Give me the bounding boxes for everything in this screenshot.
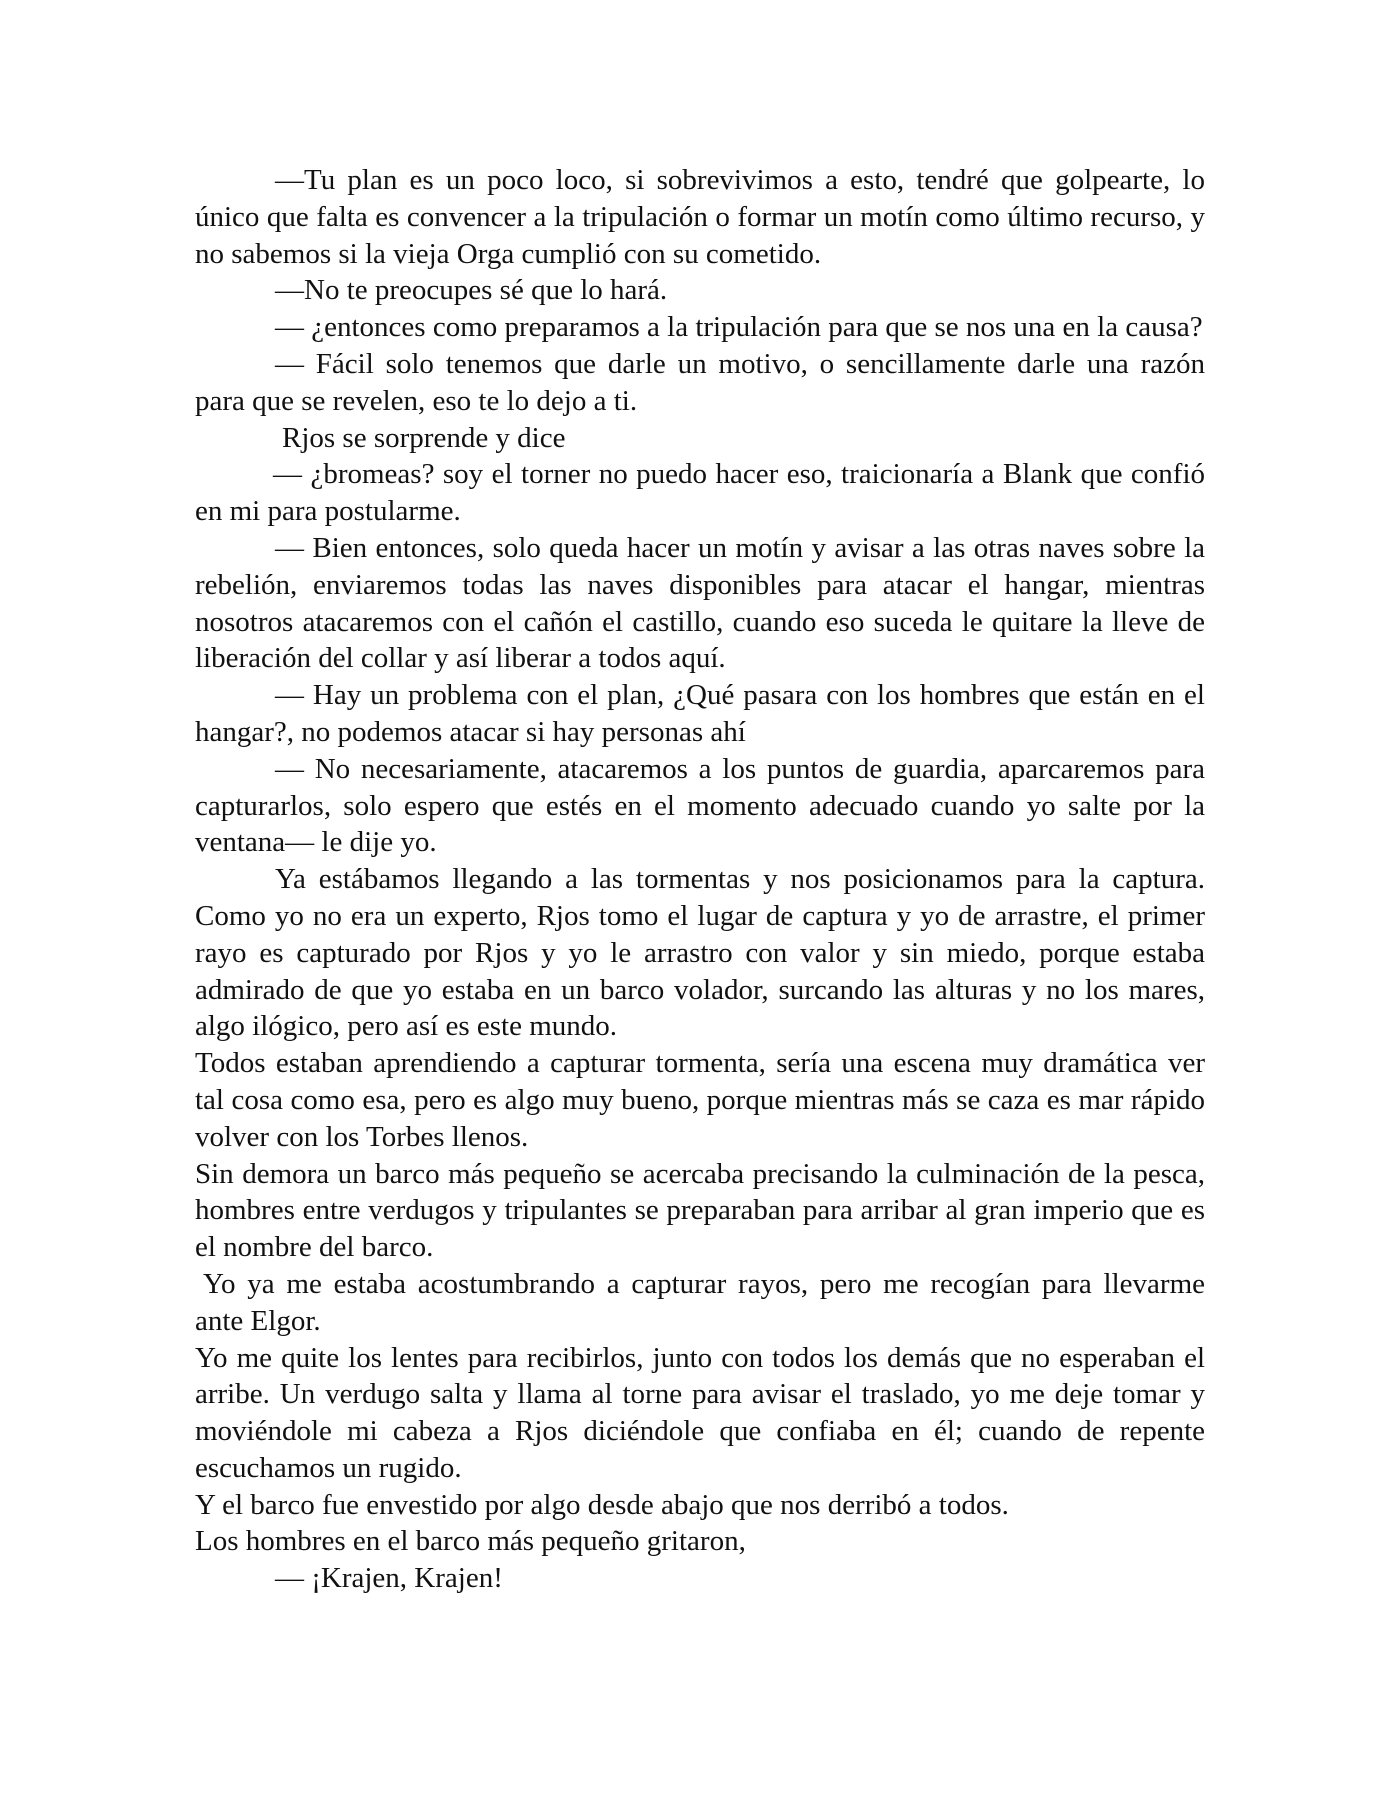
- paragraph: —No te preocupes sé que lo hará.: [275, 274, 668, 307]
- paragraph: —Tu plan es un poco loco, si sobrevivimos a esto, tendré que golpearte, lo único que falta es convencer a la tripulación o formar un motín como último recurso, y no sabemos si la vieja Orga cumplió con su cometido.: [195, 164, 1205, 270]
- paragraph: — ¡Krajen, Krajen!: [275, 1562, 503, 1595]
- paragraph: Rjos se sorprende y dice: [282, 421, 566, 454]
- paragraph: — Hay un problema con el plan, ¿Qué pasara con los hombres que están en el hangar?, no podemos atacar si hay personas ahí: [195, 679, 1205, 748]
- body-text: [195, 162, 1205, 1597]
- paragraph: Ya estábamos llegando a las tormentas y nos posicionamos para la captura. Como yo no era un experto, Rjos tomo el lugar de captura y yo de arrastre, el primer rayo es capturado por Rjos y yo le arrastro con valor y sin miedo, porque estaba admirado de que yo estaba en un barco volador, surcando las alturas y no los mares, algo ilógico, pero así es este mundo.: [195, 863, 1205, 1043]
- paragraph: Yo ya me estaba acostumbrando a capturar rayos, pero me recogían para llevarme ante Elgor.: [195, 1267, 1205, 1337]
- paragraph: Los hombres en el barco más pequeño gritaron,: [195, 1525, 746, 1558]
- paragraph: — ¿entonces como preparamos a la tripulación para que se nos una en la causa?: [275, 311, 1203, 344]
- paragraph: Y el barco fue envestido por algo desde abajo que nos derribó a todos.: [195, 1488, 1009, 1521]
- paragraph: — No necesariamente, atacaremos a los puntos de guardia, aparcaremos para capturarlos, solo espero que estés en el momento adecuado cuando yo salte por la ventana— le dije yo.: [195, 752, 1205, 859]
- paragraph: — Bien entonces, solo queda hacer un motín y avisar a las otras naves sobre la rebelión, enviaremos todas las naves disponibles para atacar el hangar, mientras nosotros atacaremos con el cañón el castillo, cuando eso suceda le quitare la lleve de liberación del collar y así liberar a todos aquí.: [195, 531, 1205, 675]
- paragraph: Todos estaban aprendiendo a capturar tormenta, sería una escena muy dramática ver tal cosa como esa, pero es algo muy bueno, porque mientras más se caza es mar rápido volver con los Torbes llenos.: [195, 1047, 1205, 1153]
- paragraph: — Fácil solo tenemos que darle un motivo, o sencillamente darle una razón para que se revelen, eso te lo dejo a ti.: [195, 347, 1205, 417]
- paragraph: — ¿bromeas? soy el torner no puedo hacer eso, traicionaría a Blank que confió en mi para postularme.: [195, 458, 1205, 528]
- paragraph: Sin demora un barco más pequeño se acercaba precisando la culminación de la pesca, hombres entre verdugos y tripulantes se preparaban para arribar al gran imperio que es el nombre del barco.: [195, 1157, 1205, 1264]
- paragraph: Yo me quite los lentes para recibirlos, junto con todos los demás que no esperaban el arribe. Un verdugo salta y llama al torne para avisar el traslado, yo me deje tomar y moviéndole mi cabeza a Rjos diciéndole que confiaba en él; cuando de repente escuchamos un rugido.: [195, 1341, 1205, 1484]
